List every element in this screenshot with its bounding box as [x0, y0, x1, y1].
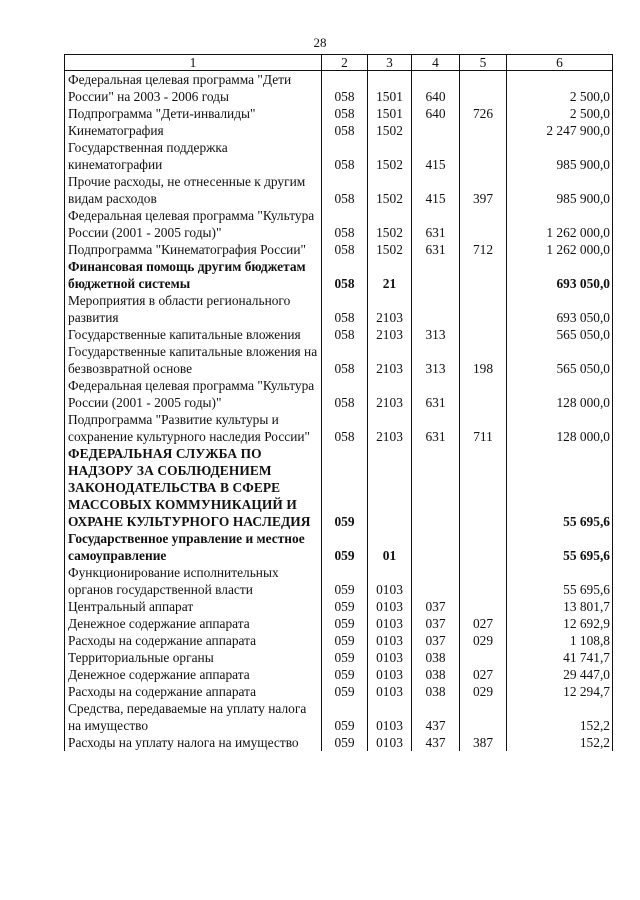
ministry-code: 059 — [322, 700, 368, 734]
target-article-code: 631 — [412, 207, 460, 241]
target-article-code: 437 — [412, 734, 460, 751]
ministry-code: 058 — [322, 122, 368, 139]
expense-type-code: 029 — [460, 683, 507, 700]
section-code — [368, 445, 412, 530]
ministry-code: 058 — [322, 71, 368, 106]
ministry-code: 058 — [322, 105, 368, 122]
item-name: Федеральная целевая программа "Культура России (2001 - 2005 годы)" — [65, 207, 322, 241]
ministry-code: 058 — [322, 411, 368, 445]
item-name: Функционирование исполнительных органов государственной власти — [65, 564, 322, 598]
expense-type-code — [460, 139, 507, 173]
table-row — [65, 445, 613, 530]
ministry-code: 058 — [322, 258, 368, 292]
expense-type-code: 711 — [460, 411, 507, 445]
table-row — [65, 700, 613, 734]
item-name: Подпрограмма "Кинематография России" — [65, 241, 322, 258]
table-row — [65, 326, 613, 343]
item-name: Подпрограмма "Развитие культуры и сохранение культурного наследия России" — [65, 411, 322, 445]
table-body — [65, 71, 613, 752]
column-header: 6 — [507, 55, 613, 71]
amount: 2 247 900,0 — [507, 122, 613, 139]
amount: 13 801,7 — [507, 598, 613, 615]
target-article-code: 415 — [412, 139, 460, 173]
ministry-code: 059 — [322, 649, 368, 666]
ministry-code: 058 — [322, 241, 368, 258]
amount: 128 000,0 — [507, 377, 613, 411]
amount: 565 050,0 — [507, 343, 613, 377]
expense-type-code — [460, 445, 507, 530]
section-code: 1502 — [368, 241, 412, 258]
target-article-code — [412, 292, 460, 326]
section-code: 1502 — [368, 173, 412, 207]
section-code: 0103 — [368, 615, 412, 632]
expense-type-code — [460, 564, 507, 598]
expense-type-code — [460, 326, 507, 343]
item-name: Средства, передаваемые на уплату налога на имущество — [65, 700, 322, 734]
target-article-code: 640 — [412, 105, 460, 122]
amount: 565 050,0 — [507, 326, 613, 343]
section-code: 0103 — [368, 666, 412, 683]
amount: 152,2 — [507, 700, 613, 734]
section-code: 1501 — [368, 71, 412, 106]
ministry-code: 058 — [322, 207, 368, 241]
ministry-code: 059 — [322, 564, 368, 598]
item-name: Кинематография — [65, 122, 322, 139]
table-row — [65, 71, 613, 106]
item-name: Расходы на содержание аппарата — [65, 683, 322, 700]
ministry-code: 058 — [322, 326, 368, 343]
ministry-code: 059 — [322, 683, 368, 700]
expense-type-code — [460, 700, 507, 734]
amount: 55 695,6 — [507, 445, 613, 530]
target-article-code: 313 — [412, 326, 460, 343]
amount: 1 262 000,0 — [507, 207, 613, 241]
table-row — [65, 666, 613, 683]
section-code: 0103 — [368, 700, 412, 734]
page-number: 28 — [313, 35, 327, 50]
amount: 29 447,0 — [507, 666, 613, 683]
ministry-code: 059 — [322, 530, 368, 564]
table-row — [65, 105, 613, 122]
item-name: Подпрограмма "Дети-инвалиды" — [65, 105, 322, 122]
section-code: 1502 — [368, 139, 412, 173]
ministry-code: 059 — [322, 734, 368, 751]
column-header: 2 — [322, 55, 368, 71]
item-name: Федеральная целевая программа "Культура России (2001 - 2005 годы)" — [65, 377, 322, 411]
amount: 41 741,7 — [507, 649, 613, 666]
amount: 693 050,0 — [507, 258, 613, 292]
item-name: Расходы на уплату налога на имущество — [65, 734, 322, 751]
table-row — [65, 564, 613, 598]
table-row — [65, 632, 613, 649]
amount: 152,2 — [507, 734, 613, 751]
item-name: Денежное содержание аппарата — [65, 666, 322, 683]
amount: 12 692,9 — [507, 615, 613, 632]
section-code: 2103 — [368, 411, 412, 445]
budget-table — [64, 54, 613, 751]
item-name: Государственные капитальные вложения на безвозвратной основе — [65, 343, 322, 377]
target-article-code: 631 — [412, 411, 460, 445]
section-code: 0103 — [368, 683, 412, 700]
item-name: Государственная поддержка кинематографии — [65, 139, 322, 173]
amount: 1 108,8 — [507, 632, 613, 649]
table-row — [65, 343, 613, 377]
table-row — [65, 258, 613, 292]
column-header: 4 — [412, 55, 460, 71]
table-row — [65, 122, 613, 139]
ministry-code: 059 — [322, 615, 368, 632]
ministry-code: 058 — [322, 377, 368, 411]
target-article-code: 038 — [412, 683, 460, 700]
target-article-code — [412, 530, 460, 564]
target-article-code — [412, 564, 460, 598]
item-name: ФЕДЕРАЛЬНАЯ СЛУЖБА ПО НАДЗОРУ ЗА СОБЛЮДЕНИЕМ ЗАКОНОДАТЕЛЬСТВА В СФЕРЕ МАССОВЫХ КОММУНИКАЦИЙ И ОХРАНЕ КУЛЬТУРНОГО НАСЛЕДИЯ — [65, 445, 322, 530]
section-code: 1501 — [368, 105, 412, 122]
expense-type-code: 726 — [460, 105, 507, 122]
section-code: 2103 — [368, 377, 412, 411]
expense-type-code: 198 — [460, 343, 507, 377]
item-name: Федеральная целевая программа "Дети России" на 2003 - 2006 годы — [65, 71, 322, 106]
item-name: Территориальные органы — [65, 649, 322, 666]
item-name: Расходы на содержание аппарата — [65, 632, 322, 649]
section-code: 0103 — [368, 734, 412, 751]
expense-type-code — [460, 207, 507, 241]
ministry-code: 058 — [322, 343, 368, 377]
table-row — [65, 683, 613, 700]
expense-type-code — [460, 649, 507, 666]
table-header-row — [65, 55, 613, 71]
expense-type-code — [460, 598, 507, 615]
section-code: 01 — [368, 530, 412, 564]
expense-type-code: 027 — [460, 615, 507, 632]
ministry-code: 059 — [322, 598, 368, 615]
item-name: Прочие расходы, не отнесенные к другим видам расходов — [65, 173, 322, 207]
target-article-code: 037 — [412, 615, 460, 632]
target-article-code: 038 — [412, 666, 460, 683]
table-row — [65, 377, 613, 411]
target-article-code — [412, 258, 460, 292]
item-name: Денежное содержание аппарата — [65, 615, 322, 632]
section-code: 0103 — [368, 564, 412, 598]
ministry-code: 059 — [322, 445, 368, 530]
ministry-code: 058 — [322, 173, 368, 207]
target-article-code: 415 — [412, 173, 460, 207]
ministry-code: 058 — [322, 139, 368, 173]
amount: 12 294,7 — [507, 683, 613, 700]
target-article-code: 038 — [412, 649, 460, 666]
section-code: 0103 — [368, 598, 412, 615]
table-row — [65, 207, 613, 241]
ministry-code: 059 — [322, 632, 368, 649]
target-article-code: 313 — [412, 343, 460, 377]
table-row — [65, 411, 613, 445]
amount: 128 000,0 — [507, 411, 613, 445]
amount: 985 900,0 — [507, 173, 613, 207]
target-article-code: 631 — [412, 241, 460, 258]
expense-type-code — [460, 530, 507, 564]
expense-type-code: 029 — [460, 632, 507, 649]
target-article-code: 640 — [412, 71, 460, 106]
table-row — [65, 598, 613, 615]
expense-type-code: 027 — [460, 666, 507, 683]
column-header: 3 — [368, 55, 412, 71]
table-row — [65, 734, 613, 751]
expense-type-code — [460, 377, 507, 411]
table-row — [65, 241, 613, 258]
column-header: 5 — [460, 55, 507, 71]
amount: 55 695,6 — [507, 530, 613, 564]
expense-type-code — [460, 71, 507, 106]
item-name: Государственное управление и местное самоуправление — [65, 530, 322, 564]
amount: 1 262 000,0 — [507, 241, 613, 258]
table-row — [65, 292, 613, 326]
column-header: 1 — [65, 55, 322, 71]
table-row — [65, 139, 613, 173]
section-code: 0103 — [368, 649, 412, 666]
expense-type-code: 397 — [460, 173, 507, 207]
item-name: Финансовая помощь другим бюджетам бюджетной системы — [65, 258, 322, 292]
table-row — [65, 173, 613, 207]
table-row — [65, 649, 613, 666]
target-article-code — [412, 122, 460, 139]
section-code: 1502 — [368, 122, 412, 139]
table-row — [65, 615, 613, 632]
amount: 985 900,0 — [507, 139, 613, 173]
amount: 2 500,0 — [507, 71, 613, 106]
expense-type-code: 712 — [460, 241, 507, 258]
item-name: Государственные капитальные вложения — [65, 326, 322, 343]
target-article-code: 631 — [412, 377, 460, 411]
item-name: Центральный аппарат — [65, 598, 322, 615]
section-code: 0103 — [368, 632, 412, 649]
table-row — [65, 530, 613, 564]
amount: 2 500,0 — [507, 105, 613, 122]
amount: 693 050,0 — [507, 292, 613, 326]
target-article-code — [412, 445, 460, 530]
section-code: 2103 — [368, 343, 412, 377]
section-code: 21 — [368, 258, 412, 292]
section-code: 2103 — [368, 292, 412, 326]
section-code: 1502 — [368, 207, 412, 241]
ministry-code: 059 — [322, 666, 368, 683]
target-article-code: 437 — [412, 700, 460, 734]
expense-type-code — [460, 258, 507, 292]
target-article-code: 037 — [412, 632, 460, 649]
expense-type-code — [460, 292, 507, 326]
expense-type-code: 387 — [460, 734, 507, 751]
item-name: Мероприятия в области регионального развития — [65, 292, 322, 326]
ministry-code: 058 — [322, 292, 368, 326]
amount: 55 695,6 — [507, 564, 613, 598]
expense-type-code — [460, 122, 507, 139]
section-code: 2103 — [368, 326, 412, 343]
target-article-code: 037 — [412, 598, 460, 615]
